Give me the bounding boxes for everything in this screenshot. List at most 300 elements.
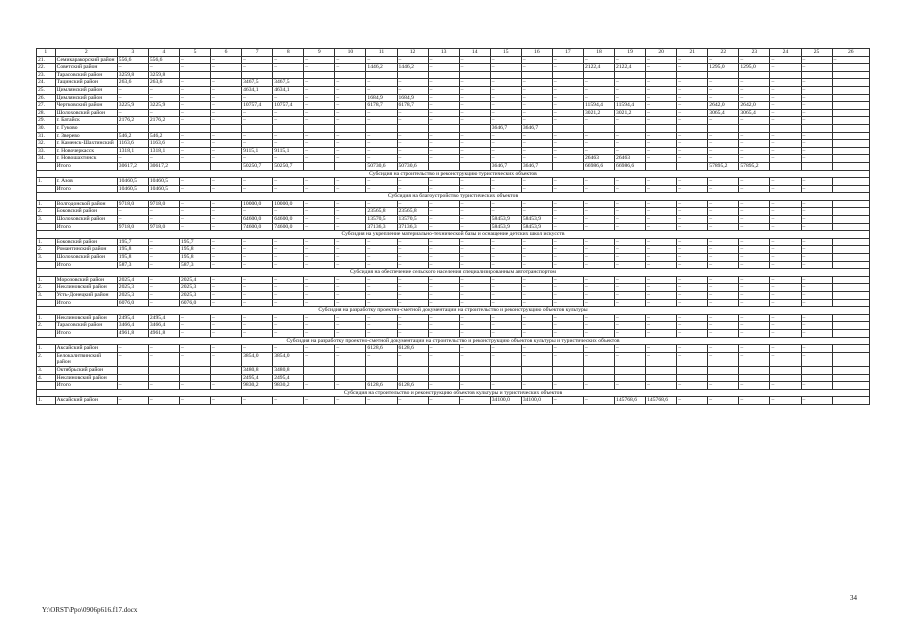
value-cell: 6178,7	[397, 102, 428, 110]
value-cell: 4961,8	[117, 329, 148, 337]
value-cell: 587,3	[179, 261, 210, 269]
value-cell: –	[552, 140, 583, 148]
district-name: г. Батайск	[55, 117, 117, 125]
value-cell: –	[397, 322, 428, 330]
value-cell: –	[708, 56, 739, 64]
value-cell	[801, 374, 832, 382]
value-cell: –	[242, 178, 273, 186]
district-name: Боковский район	[55, 208, 117, 216]
value-cell: –	[615, 86, 646, 94]
value-cell: –	[211, 254, 242, 262]
value-cell	[832, 147, 869, 155]
column-number-header: 8	[273, 49, 304, 57]
column-number-header: 3	[117, 49, 148, 57]
value-cell: –	[397, 86, 428, 94]
value-cell: –	[211, 79, 242, 87]
value-cell: –	[459, 208, 490, 216]
value-cell: –	[552, 238, 583, 246]
value-cell: –	[770, 64, 801, 72]
value-cell: –	[801, 56, 832, 64]
value-cell: 30617,2	[117, 162, 148, 170]
row-number: 24.	[37, 79, 56, 87]
value-cell: –	[335, 94, 366, 102]
value-cell	[832, 109, 869, 117]
value-cell: –	[179, 109, 210, 117]
value-cell: –	[615, 246, 646, 254]
value-cell: –	[335, 284, 366, 292]
value-cell: 1318,1	[117, 147, 148, 155]
value-cell: –	[304, 64, 335, 72]
value-cell: –	[335, 345, 366, 353]
value-cell: –	[273, 94, 304, 102]
table-row	[37, 94, 870, 102]
row-number	[37, 329, 56, 337]
value-cell: –	[583, 352, 614, 366]
district-name: Итого	[55, 382, 117, 390]
row-number: 4.	[37, 374, 56, 382]
value-cell: –	[242, 208, 273, 216]
value-cell: –	[739, 178, 770, 186]
column-number-header: 15	[490, 49, 521, 57]
value-cell	[677, 124, 708, 132]
value-cell	[366, 71, 397, 79]
value-cell	[428, 124, 459, 132]
value-cell: –	[521, 109, 552, 117]
value-cell: –	[801, 276, 832, 284]
value-cell: –	[521, 292, 552, 300]
section-title: Субсидия на строительство и реконструкцию объектов культуры и туристических объектов	[37, 389, 870, 397]
value-cell: –	[801, 329, 832, 337]
value-cell: –	[583, 261, 614, 269]
value-cell: 2495,4	[242, 374, 273, 382]
value-cell: –	[646, 345, 677, 353]
value-cell: –	[739, 254, 770, 262]
value-cell: –	[273, 314, 304, 322]
column-number-header: 14	[459, 49, 490, 57]
value-cell: –	[366, 276, 397, 284]
value-cell: –	[646, 329, 677, 337]
value-cell: 6076,0	[179, 299, 210, 307]
value-cell: –	[770, 56, 801, 64]
value-cell	[832, 79, 869, 87]
value-cell: –	[148, 246, 179, 254]
value-cell: –	[490, 178, 521, 186]
value-cell: –	[646, 246, 677, 254]
value-cell: –	[646, 86, 677, 94]
value-cell: –	[459, 397, 490, 405]
value-cell: –	[801, 246, 832, 254]
value-cell: –	[739, 292, 770, 300]
value-cell	[521, 366, 552, 374]
value-cell: –	[801, 109, 832, 117]
value-cell: –	[552, 276, 583, 284]
value-cell: –	[459, 155, 490, 163]
value-cell: –	[459, 79, 490, 87]
district-name: Итого	[55, 162, 117, 170]
value-cell: –	[583, 238, 614, 246]
value-cell: –	[521, 329, 552, 337]
total-row	[37, 261, 870, 269]
row-number: 33.	[37, 147, 56, 155]
value-cell: 2025,4	[117, 276, 148, 284]
value-cell: 3646,7	[521, 162, 552, 170]
table-row	[37, 200, 870, 208]
district-name: Усть-Донецкий район	[55, 292, 117, 300]
value-cell: –	[646, 292, 677, 300]
total-row	[37, 299, 870, 307]
value-cell: –	[148, 284, 179, 292]
value-cell: –	[583, 140, 614, 148]
value-cell: 3466,4	[148, 322, 179, 330]
value-cell: –	[552, 64, 583, 72]
value-cell: 9718,0	[148, 223, 179, 231]
value-cell: –	[677, 56, 708, 64]
value-cell: 3467,5	[242, 79, 273, 87]
value-cell: –	[211, 223, 242, 231]
column-number-header: 12	[397, 49, 428, 57]
value-cell: –	[677, 109, 708, 117]
value-cell: –	[646, 299, 677, 307]
value-cell	[335, 71, 366, 79]
value-cell: –	[211, 284, 242, 292]
value-cell: –	[739, 397, 770, 405]
value-cell: –	[459, 352, 490, 366]
value-cell: –	[242, 314, 273, 322]
value-cell	[459, 374, 490, 382]
table-row	[37, 216, 870, 224]
value-cell: 3480,8	[242, 366, 273, 374]
value-cell: –	[646, 147, 677, 155]
value-cell: –	[583, 276, 614, 284]
value-cell	[428, 71, 459, 79]
value-cell: –	[211, 238, 242, 246]
value-cell	[148, 124, 179, 132]
value-cell: –	[428, 185, 459, 193]
value-cell: –	[179, 140, 210, 148]
value-cell: 4961,8	[148, 329, 179, 337]
value-cell: –	[179, 178, 210, 186]
value-cell: –	[366, 132, 397, 140]
value-cell	[615, 366, 646, 374]
column-number-header: 16	[521, 49, 552, 57]
value-cell	[428, 162, 459, 170]
value-cell: 195,8	[117, 246, 148, 254]
value-cell	[552, 124, 583, 132]
value-cell: –	[428, 246, 459, 254]
value-cell	[832, 261, 869, 269]
district-name: Итого	[55, 223, 117, 231]
value-cell: –	[739, 284, 770, 292]
value-cell: –	[428, 208, 459, 216]
row-number: 23.	[37, 71, 56, 79]
value-cell	[211, 366, 242, 374]
value-cell: 3646,7	[521, 124, 552, 132]
value-cell: –	[304, 261, 335, 269]
value-cell: –	[646, 140, 677, 148]
value-cell	[304, 366, 335, 374]
value-cell: –	[708, 208, 739, 216]
value-cell: –	[490, 284, 521, 292]
district-name: Неклиновский район	[55, 314, 117, 322]
column-number-header: 7	[242, 49, 273, 57]
value-cell: –	[304, 109, 335, 117]
value-cell: –	[397, 155, 428, 163]
value-cell: –	[211, 140, 242, 148]
value-cell: –	[490, 200, 521, 208]
value-cell	[677, 374, 708, 382]
value-cell: –	[677, 314, 708, 322]
row-number: 3.	[37, 292, 56, 300]
value-cell: –	[273, 246, 304, 254]
value-cell: –	[615, 352, 646, 366]
value-cell: –	[148, 299, 179, 307]
header-row	[37, 49, 870, 57]
district-name: Неклиновский район	[55, 374, 117, 382]
value-cell: –	[148, 86, 179, 94]
value-cell: 1295,0	[708, 64, 739, 72]
table-row	[37, 238, 870, 246]
value-cell: –	[335, 352, 366, 366]
row-number: 2.	[37, 284, 56, 292]
value-cell: –	[552, 345, 583, 353]
row-number: 22.	[37, 64, 56, 72]
value-cell: –	[801, 345, 832, 353]
value-cell: –	[739, 238, 770, 246]
value-cell: 6076,0	[117, 299, 148, 307]
value-cell	[148, 374, 179, 382]
value-cell	[117, 366, 148, 374]
table-row	[37, 322, 870, 330]
table-row	[37, 397, 870, 405]
value-cell	[832, 397, 869, 405]
value-cell: –	[211, 314, 242, 322]
value-cell: –	[708, 397, 739, 405]
value-cell	[552, 374, 583, 382]
value-cell: –	[770, 117, 801, 125]
value-cell: –	[304, 276, 335, 284]
value-cell	[770, 162, 801, 170]
value-cell: –	[117, 397, 148, 405]
value-cell: –	[273, 345, 304, 353]
value-cell: –	[490, 322, 521, 330]
value-cell: –	[242, 397, 273, 405]
column-number-header: 23	[739, 49, 770, 57]
value-cell: –	[583, 254, 614, 262]
value-cell: –	[552, 79, 583, 87]
value-cell: –	[490, 238, 521, 246]
value-cell: –	[521, 147, 552, 155]
value-cell: –	[304, 117, 335, 125]
value-cell: 23565,8	[366, 208, 397, 216]
value-cell: –	[677, 238, 708, 246]
value-cell	[832, 329, 869, 337]
value-cell: –	[583, 292, 614, 300]
value-cell: –	[490, 56, 521, 64]
row-number: 3.	[37, 366, 56, 374]
value-cell: –	[304, 200, 335, 208]
value-cell: –	[801, 397, 832, 405]
value-cell: –	[646, 79, 677, 87]
value-cell: –	[179, 147, 210, 155]
district-name: Чертковский район	[55, 102, 117, 110]
value-cell: –	[521, 254, 552, 262]
value-cell: 6128,6	[366, 345, 397, 353]
value-cell: 9830,2	[242, 382, 273, 390]
value-cell	[646, 71, 677, 79]
value-cell: 30617,2	[148, 162, 179, 170]
value-cell: –	[335, 178, 366, 186]
value-cell: 10460,5	[148, 178, 179, 186]
value-cell: –	[335, 397, 366, 405]
value-cell: –	[552, 292, 583, 300]
value-cell: –	[148, 382, 179, 390]
value-cell: –	[677, 117, 708, 125]
value-cell	[739, 71, 770, 79]
value-cell	[366, 366, 397, 374]
value-cell: –	[428, 94, 459, 102]
value-cell: –	[521, 382, 552, 390]
value-cell: –	[335, 261, 366, 269]
value-cell: –	[304, 238, 335, 246]
value-cell: –	[366, 246, 397, 254]
value-cell: –	[242, 155, 273, 163]
value-cell: –	[366, 140, 397, 148]
value-cell: 263,6	[148, 79, 179, 87]
section-title-row	[37, 170, 870, 178]
value-cell: 3065,4	[739, 109, 770, 117]
value-cell: –	[397, 246, 428, 254]
value-cell: –	[397, 109, 428, 117]
value-cell: –	[335, 155, 366, 163]
value-cell: –	[490, 314, 521, 322]
value-cell: –	[242, 56, 273, 64]
value-cell: –	[801, 284, 832, 292]
value-cell: –	[739, 208, 770, 216]
value-cell: 6128,6	[397, 345, 428, 353]
value-cell: –	[335, 79, 366, 87]
value-cell: –	[615, 329, 646, 337]
section-title-row	[37, 269, 870, 277]
value-cell: 2495,4	[148, 314, 179, 322]
value-cell: –	[335, 223, 366, 231]
row-number: 2.	[37, 352, 56, 366]
value-cell: –	[242, 185, 273, 193]
district-name: г. Зверево	[55, 132, 117, 140]
value-cell	[801, 366, 832, 374]
row-number	[37, 185, 56, 193]
value-cell: 1163,6	[117, 140, 148, 148]
value-cell: 145768,6	[615, 397, 646, 405]
value-cell: –	[459, 246, 490, 254]
value-cell: –	[770, 329, 801, 337]
value-cell: –	[117, 208, 148, 216]
value-cell: 3466,4	[117, 322, 148, 330]
value-cell: –	[148, 345, 179, 353]
table-row	[37, 246, 870, 254]
value-cell: –	[832, 56, 869, 64]
value-cell: –	[459, 56, 490, 64]
value-cell: –	[366, 117, 397, 125]
value-cell: –	[739, 117, 770, 125]
value-cell: 10460,5	[117, 178, 148, 186]
value-cell: –	[211, 56, 242, 64]
total-row	[37, 162, 870, 170]
value-cell: –	[211, 261, 242, 269]
district-name: Цимлянский район	[55, 94, 117, 102]
value-cell: –	[708, 299, 739, 307]
value-cell	[179, 374, 210, 382]
value-cell: –	[552, 329, 583, 337]
row-number: 2.	[37, 322, 56, 330]
value-cell: –	[428, 117, 459, 125]
value-cell: –	[521, 238, 552, 246]
value-cell	[335, 162, 366, 170]
value-cell: –	[179, 86, 210, 94]
value-cell: –	[273, 276, 304, 284]
value-cell: –	[677, 79, 708, 87]
district-name: Шолоховский район	[55, 254, 117, 262]
value-cell: –	[273, 397, 304, 405]
value-cell	[832, 254, 869, 262]
value-cell: –	[739, 147, 770, 155]
value-cell: –	[242, 345, 273, 353]
column-number-header: 5	[179, 49, 210, 57]
value-cell	[832, 216, 869, 224]
value-cell: –	[459, 382, 490, 390]
value-cell: –	[615, 132, 646, 140]
value-cell	[832, 185, 869, 193]
value-cell: –	[552, 254, 583, 262]
value-cell	[304, 374, 335, 382]
column-number-header: 24	[770, 49, 801, 57]
value-cell: 10757,4	[242, 102, 273, 110]
value-cell: –	[646, 352, 677, 366]
value-cell: –	[304, 185, 335, 193]
value-cell: 9115,1	[242, 147, 273, 155]
value-cell: –	[770, 397, 801, 405]
value-cell: –	[335, 292, 366, 300]
value-cell: –	[148, 261, 179, 269]
column-number-header: 21	[677, 49, 708, 57]
value-cell: –	[428, 261, 459, 269]
value-cell: 57895,2	[708, 162, 739, 170]
value-cell: –	[428, 140, 459, 148]
row-number: 25.	[37, 86, 56, 94]
total-row	[37, 223, 870, 231]
value-cell: 1446,2	[366, 64, 397, 72]
value-cell: –	[646, 322, 677, 330]
value-cell: –	[242, 292, 273, 300]
value-cell	[490, 366, 521, 374]
value-cell: –	[211, 117, 242, 125]
value-cell: –	[366, 284, 397, 292]
value-cell: –	[428, 102, 459, 110]
value-cell: –	[335, 132, 366, 140]
value-cell: 3259,8	[117, 71, 148, 79]
value-cell: –	[179, 185, 210, 193]
value-cell: –	[459, 299, 490, 307]
value-cell	[739, 374, 770, 382]
row-number	[37, 261, 56, 269]
value-cell: –	[521, 185, 552, 193]
district-name: Волгодонской район	[55, 200, 117, 208]
value-cell: –	[770, 94, 801, 102]
section-title: Субсидия на обеспечение сельского населения специализированным автотранспортом	[37, 269, 870, 277]
table-row	[37, 109, 870, 117]
value-cell: 2025,3	[117, 284, 148, 292]
value-cell: –	[677, 140, 708, 148]
row-number	[37, 382, 56, 390]
